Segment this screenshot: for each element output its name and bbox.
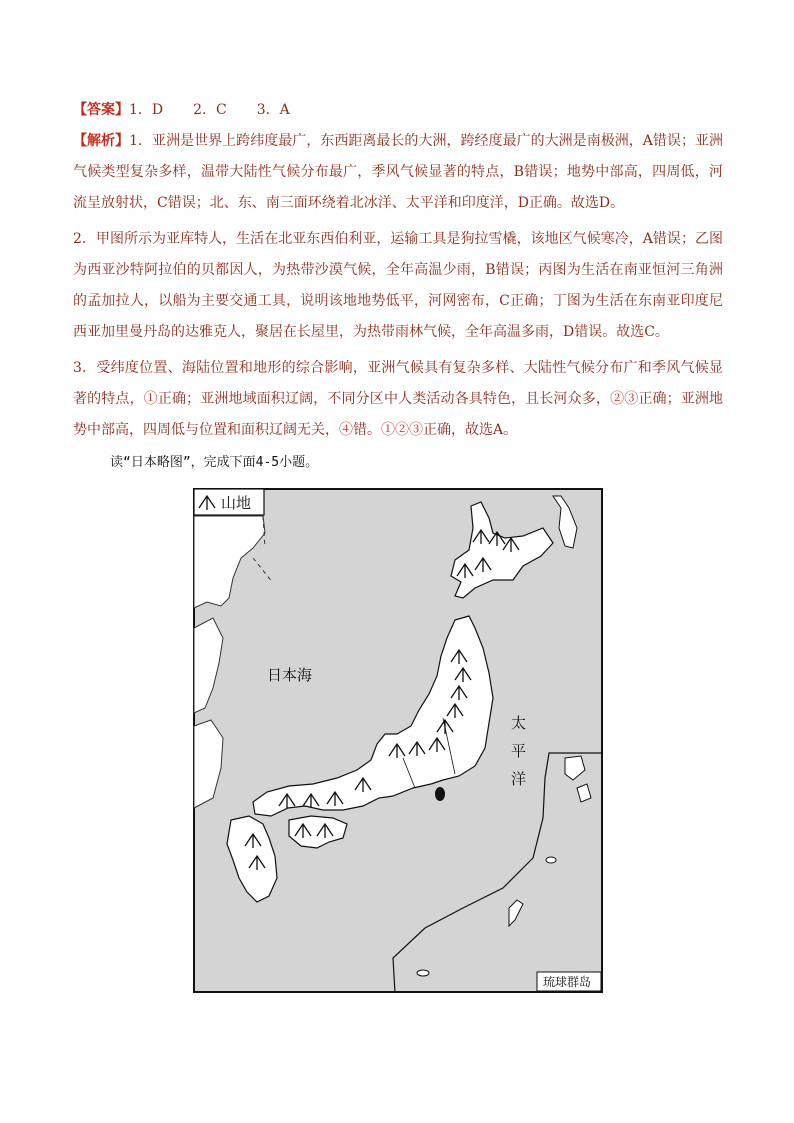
explanation-p2: 2．甲图所示为亚库特人，生活在北亚东西伯利亚，运输工具是狗拉雪橇，该地区气候寒冷，A错误；乙图为西亚沙特阿拉伯的贝都因人，为热带沙漠气候，全年高温少雨，B错误；丙图为生活在南亚恒河三角洲的孟加拉人，以船为主要交通工具，说明该地地势低平，河网密布，C正确；丁图为生活在东南亚印度尼西亚加里曼丹岛的达雅克人，聚居在长屋里，为热带雨林气候，全年高温多雨，D错误。故选C。 xyxy=(73,231,723,340)
answer-3: 3．A xyxy=(256,102,290,118)
explanation-tag: 【解析】 xyxy=(73,133,130,149)
ocean-char-3: 洋 xyxy=(511,770,527,788)
circled-123: ①②③ xyxy=(381,422,423,438)
circled-23: ②③ xyxy=(610,391,639,407)
ocean-char-2: 平 xyxy=(511,742,527,760)
inset-label: 琉球群岛 xyxy=(543,975,592,989)
explanation-p3 xyxy=(73,353,723,446)
p3-part-a: 3．受纬度位置、海陆位置和地形的综合影响，亚洲气候具有复杂多样、大陆性气候分布广和季风气候显著的特点， xyxy=(73,360,723,407)
answer-2: 2．C xyxy=(193,102,227,118)
question-intro: 读“日本略图”，完成下面4-5小题。 xyxy=(110,455,319,470)
ocean-char-1: 太 xyxy=(511,714,527,732)
p3-part-e: 正确，故选A。 xyxy=(423,422,518,438)
p3-part-c: 正确；亚洲地势中部高，四周低与位置和面积辽阔无关， xyxy=(73,391,724,438)
answer-line xyxy=(73,95,723,126)
japan-map xyxy=(193,488,603,993)
legend-label: 山地 xyxy=(221,494,252,512)
tokyo-marker xyxy=(435,787,445,801)
circled-4: ④ xyxy=(339,422,353,438)
answer-tag: 【答案】 xyxy=(73,102,129,118)
p3-part-d: 错。 xyxy=(353,422,381,438)
circled-1: ① xyxy=(143,391,158,407)
explanation-p1-text: 1．亚洲是世界上跨纬度最广，东西距离最长的大洲，跨经度最广的大洲是南极洲，A错误；亚洲气候类型复杂多样，温带大陆性气候分布最广，季风气候显著的特点，B错误；地势中部高，四周低，河流呈放射状，C错误；北、东、南三面环绕着北冰洋、太平洋和印度洋，D正确。故选D。 xyxy=(73,133,724,211)
sea-label: 日本海 xyxy=(267,666,313,684)
explanation-p1 xyxy=(73,126,723,219)
answer-1: 1．D xyxy=(129,102,164,118)
p3-part-b: 正确；亚洲地域面积辽阔，不同分区中人类活动各具特色，且长河众多， xyxy=(157,391,611,407)
